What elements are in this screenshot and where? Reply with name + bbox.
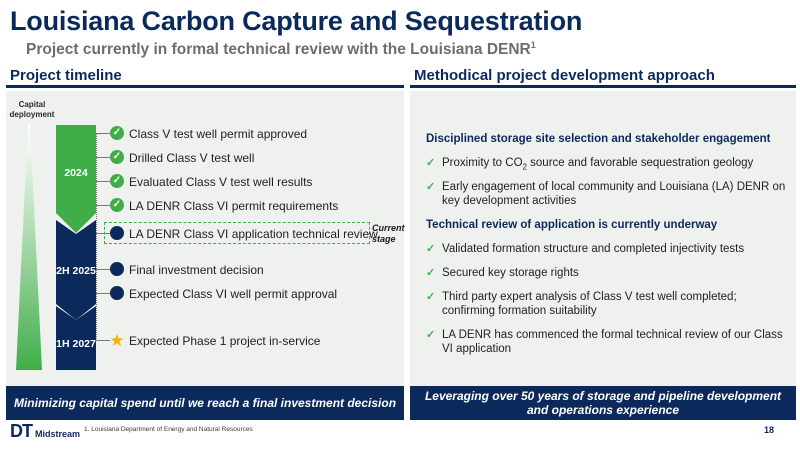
- milestone-label: Expected Phase 1 project in-service: [129, 334, 321, 348]
- slide-title: Louisiana Carbon Capture and Sequestration: [10, 6, 583, 36]
- bullet-text: Validated formation structure and completed injectivity tests: [442, 243, 745, 255]
- slide-subtitle: [26, 40, 536, 59]
- capital-deployment-wedge: [16, 124, 42, 370]
- milestone-label: Evaluated Class V test well results: [129, 175, 313, 189]
- capital-deployment-label: Capital deployment: [9, 100, 55, 119]
- current-stage-label: Current stage: [372, 223, 405, 244]
- checkmark-icon: ✓: [426, 243, 436, 255]
- timeline-takeaway-bar: [6, 386, 404, 420]
- milestone-tick: [96, 233, 110, 234]
- milestone-tick: [96, 157, 110, 158]
- milestone-tick: [96, 293, 110, 294]
- approach-takeaway-text: Leveraging over 50 years of storage and pipeline development and operations experience: [424, 389, 782, 417]
- dt-midstream-logo: [10, 422, 80, 440]
- footnote-marker: 1: [530, 40, 536, 50]
- approach-takeaway-bar: [410, 386, 796, 420]
- bullet-item: [426, 156, 786, 174]
- phase-2h-2025-label: 2H 2025: [56, 265, 96, 277]
- milestone-tick: [96, 133, 110, 134]
- checkmark-icon: ✓: [426, 181, 436, 193]
- milestone-tick: [96, 181, 110, 182]
- bullet-text: LA DENR has commenced the formal technical review of our Class VI application: [442, 329, 783, 355]
- milestone-label: Expected Class VI well permit approval: [129, 287, 338, 301]
- checkmark-icon: ✓: [426, 329, 436, 341]
- page-number: 18: [763, 425, 774, 435]
- check-circle-icon: ✓: [110, 174, 124, 188]
- milestone-label: Final investment decision: [129, 263, 264, 277]
- bullet-text: Early engagement of local community and Louisiana (LA) DENR on key development activities: [442, 181, 786, 207]
- bullet-subscript: 2: [522, 162, 527, 172]
- milestone-label: Class V test well permit approved: [129, 127, 308, 141]
- bullet-item: [426, 242, 786, 256]
- bullet-item: [426, 328, 786, 356]
- milestone-label: Drilled Class V test well: [129, 151, 255, 165]
- check-circle-icon: ✓: [110, 198, 124, 212]
- logo-wordmark: Midstream: [35, 428, 81, 439]
- logo-mark: [10, 421, 32, 442]
- checkmark-icon: ✓: [426, 291, 436, 303]
- milestone-label: LA DENR Class VI permit requirements: [129, 199, 339, 213]
- approach-heading: Methodical project development approach: [410, 66, 796, 88]
- star-icon: ★: [109, 331, 125, 350]
- timeline-takeaway-text: Minimizing capital spend until we reach a final investment decision: [13, 396, 397, 410]
- phase-1h-2027: [56, 306, 96, 370]
- bullet-text: Proximity to CO: [442, 157, 523, 169]
- timeline-heading: Project timeline: [6, 66, 404, 88]
- section-title-technical-review: Technical review of application is currently underway: [426, 219, 718, 231]
- dot-circle-icon: [110, 262, 124, 276]
- section-title-site-selection: Disciplined storage site selection and stakeholder engagement: [426, 133, 771, 145]
- phase-2h-2025: [56, 220, 96, 320]
- phase-2024: [56, 125, 96, 233]
- check-circle-icon: ✓: [110, 150, 124, 164]
- bullet-item: [426, 266, 786, 280]
- bullet-text: Secured key storage rights: [442, 267, 579, 279]
- subtitle-text: Project currently in formal technical review with the Louisiana DENR: [26, 41, 531, 59]
- phase-2024-label: 2024: [64, 167, 88, 179]
- phase-1h-2027-label: 1H 2027: [56, 338, 96, 350]
- timeline-connector: [96, 133, 97, 341]
- footnote: 1. Louisiana Department of Energy and Natural Resources: [84, 426, 253, 433]
- bullet-item: [426, 180, 786, 208]
- bullet-item: [426, 290, 786, 318]
- bullet-text: Third party expert analysis of Class V test well completed; confirming formation suitability: [442, 291, 737, 317]
- milestone-label: LA DENR Class VI application technical review: [129, 227, 378, 241]
- dot-circle-icon: [110, 226, 124, 240]
- checkmark-icon: ✓: [426, 267, 436, 279]
- milestone-tick: [96, 269, 110, 270]
- milestone-tick: [96, 205, 110, 206]
- bullet-text-cont: source and favorable sequestration geology: [526, 157, 754, 169]
- checkmark-icon: ✓: [426, 157, 436, 169]
- check-circle-icon: ✓: [110, 126, 124, 140]
- dot-circle-icon: [110, 286, 124, 300]
- phase-2024-arrow: [56, 125, 96, 233]
- logo-mark-text: DT: [10, 420, 32, 441]
